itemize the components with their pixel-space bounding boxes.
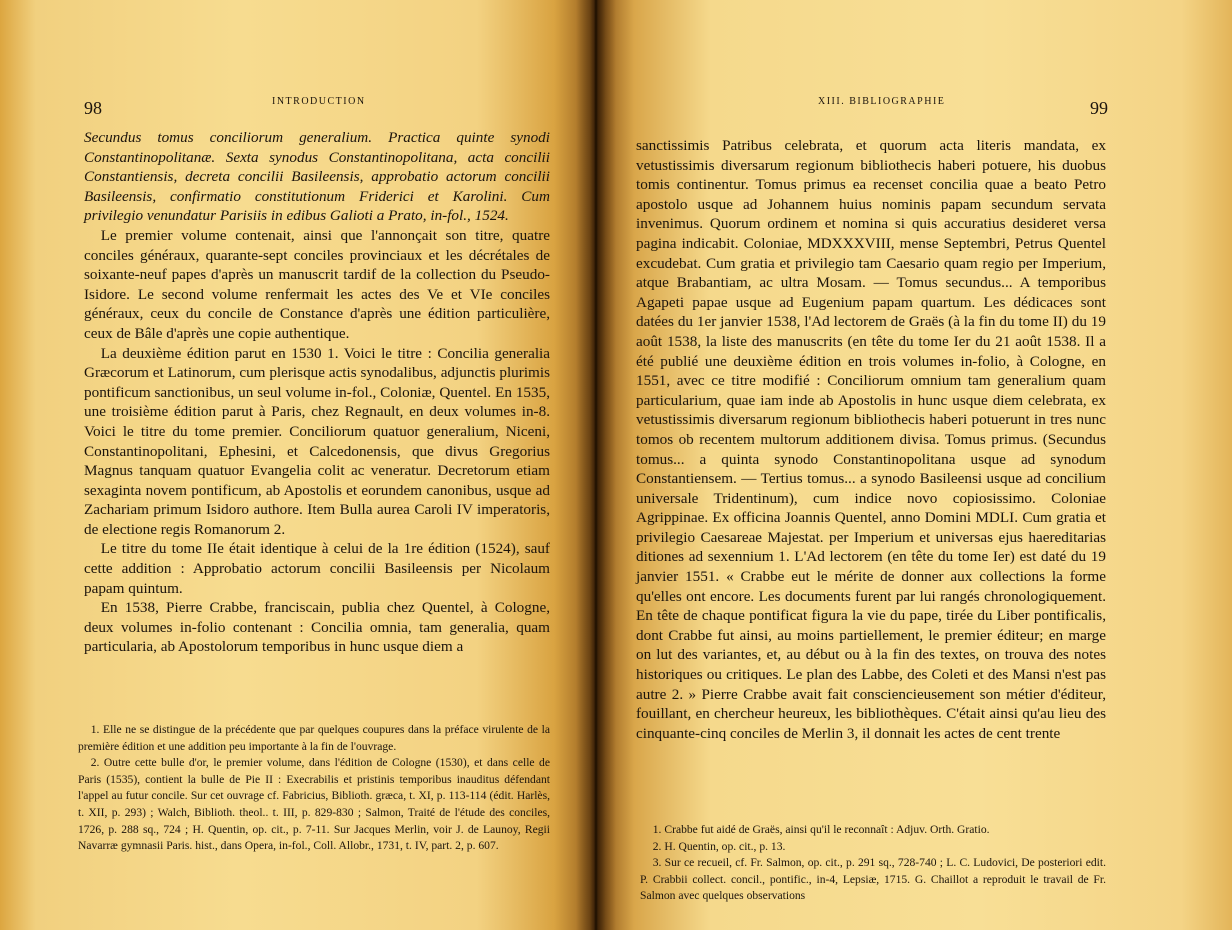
body-text [636,136,1106,743]
book-gutter [576,0,616,930]
running-head: XIII. BIBLIOGRAPHIE [818,96,946,107]
page-number: 99 [1090,98,1108,118]
footnote: 1. Elle ne se distingue de la précédente que par quelques coupures dans la préface virulente de la première édition et une addition peu importante à la fin de l'ouvrage. [78,723,550,753]
page-number: 98 [84,98,102,118]
footnotes [78,722,550,855]
paragraph: La deuxième édition parut en 1530 1. Voici le titre : Concilia generalia Græcorum et Latinorum, cum plerisque actis synodalibus, adjunctis plurimis pontificum sanctionibus, un seul volume in-fol., Coloniæ, Quentel. En 1535, une troisième édition parut à Paris, chez Regnault, en deux volumes in-8. Voici le titre du tome premier. Conciliorum quatuor generalium, Niceni, Constantinopolitani, Ephesini, et Calcedonensis, que divus Gregorius Magnus tanquam quatuor Evangelia colit ac veneratur. Decretorum etiam sexaginta novem pontificum, ab Apostolis et eorundem canonibus, usque ad Zachariam primum Isidoro authore. Item Bulla aurea Caroli IV imperatoris, de electione regis Romanorum 2. [84,344,550,538]
running-head: INTRODUCTION [272,96,366,107]
footnote: 2. Outre cette bulle d'or, le premier volume, dans l'édition de Cologne (1530), et dans celle de Paris (1535), contient la bulle de Pie II : Execrabilis et pristinis temporibus inauditus défendant l'appel au futur concile. Sur cet ouvrage cf. Fabricius, Biblioth. græca, t. XI, p. 113-114 (édit. Harlès, t. XII, p. 293) ; Walch, Biblioth. theol.. t. III, p. 829-830 ; Salmon, Traité de l'étude des conciles, 1726, p. 288 sq., 724 ; H. Quentin, op. cit., p. 7-11. Sur Jacques Merlin, voir J. de Launoy, Regii Navarræ gymnasii Paris. hist., dans Opera, in-fol., Coll. Allobr., 1731, t. IV, part. 2, p. 607. [78,756,550,853]
paragraph: En 1538, Pierre Crabbe, franciscain, publia chez Quentel, à Cologne, deux volumes in-folio contenant : Concilia omnia, tam generalia, quam particularia, ab Apostolorum temporibus in hunc usque diem a [84,599,550,656]
footnotes [640,822,1106,905]
paragraph: Secundus tomus conciliorum generalium. Practica quinte synodi Constantinopolitanæ. Sexta synodus Constantinopolitana, acta concilii Constantiensis, decreta concilii Basileensis, approbatio actorum concilii Basileensis, confirmatio constitutionum Friderici et Karolini. Cum privilegio venundatur Parisiis in edibus Galioti a Prato, in-fol., 1524. [84,129,550,225]
left-page [0,0,596,930]
paragraph: Le premier volume contenait, ainsi que l'annonçait son titre, quatre conciles généraux, quarante-sept conciles provinciaux et les décrétales de soixante-neuf papes d'après un manuscrit tardif de la collection du Pseudo-Isidore. Le second volume renfermait les actes des Ve et VIe conciles généraux, ceux du concile de Constance d'après une édition particulière, ceux de Bâle d'après une copie authentique. [84,226,550,342]
footnote: 1. Crabbe fut aidé de Graës, ainsi qu'il le reconnaît : Adjuv. Orth. Gratio. [652,823,990,836]
right-page [596,0,1232,930]
footnote: 3. Sur ce recueil, cf. Fr. Salmon, op. cit., p. 291 sq., 728-740 ; L. C. Ludovici, De posteriori edit. P. Crabbii collect. concil., pontific., in-4, Lepsiæ, 1715. G. Chaillot a reproduit le travail de Fr. Salmon avec quelques observations [640,856,1106,903]
paragraph: sanctissimis Patribus celebrata, et quorum acta literis mandata, ex vetustissimis diversarum regionum bibliothecis haberi potuere, his duobus tomis continentur. Tomus primus ea recenset concilia quae a beato Petro apostolo usque ad Johannem huius nominis papam secundum servata invenimus. Quorum ordinem et nomina si quis accuratius desideret versa pagina indicabit. Coloniae, MDXXXVIII, mense Septembri, Petrus Quentel excudebat. Cum gratia et privilegio tam Caesario quam regio per Imperium, atque Brabantiam, ac ultra Mosam. — Tomus secundus... A temporibus Agapeti papae usque ad Eugenium papam quartum. Les dédicaces sont datées du 1er janvier 1538, l'Ad lectorem de Graës (à la fin du tome II) du 19 août 1538, la liste des manuscrits (en tête du tome Ier du 21 août 1538. Il a été publié une deuxième édition en trois volumes in-folio, à Cologne, en 1551, avec ce titre modifié : Conciliorum omnium tam generalium quam particularium, quae iam inde ab Apostolis in hunc usque diem celebrata, ex vetustissimis diversarum regionum bibliothecis haberi potuerunt in tres nunc tomos ob recentem multorum additionem divisa. Tomus primus. (Secundus tomus... a quinta synodo Constantinopolitana usque ad synodum Constantiensem. — Tertius tomus... a synodo Basileensi usque ad concilium universale Tridentinum), cum indice novo copiosissimo. Coloniae Agrippinae. Ex officina Joannis Quentel, anno Domini MDLI. Cum gratia et privilegio Caesareae Majestat. per Imperium et universas ejus haereditarias ditiones ad sexennium 1. L'Ad lectorem (en tête du tome Ier) est daté du 19 janvier 1551. « Crabbe eut le mérite de donner aux collections la forme qu'elles ont encore. Les documents furent par lui rangés chronologiquement. En tête de chaque pontificat figura la vie du pape, tirée du Liber pontificalis, dont Crabbe fut ainsi, au moins partiellement, le premier éditeur; en marge on lut des variantes, et, au début ou à la fin des textes, on trouva des notes historiques ou critiques. Le plan des Labbe, des Coleti et des Mansi n'est pas autre 2. » Pierre Crabbe avait fait consciencieusement son métier d'éditeur, fouillant, en chercheur heureux, les bibliothèques. C'était ainsi qu'au lieu des cinquante-cinq conciles de Merlin 3, il donnait les actes de cent trente [636,137,1106,742]
footnote: 2. H. Quentin, op. cit., p. 13. [652,839,786,853]
body-text [84,128,550,657]
paragraph: Le titre du tome IIe était identique à celui de la 1re édition (1524), sauf cette addition : Approbatio actorum concilii Basileensis per Nicolaum papam quintum. [84,540,550,597]
